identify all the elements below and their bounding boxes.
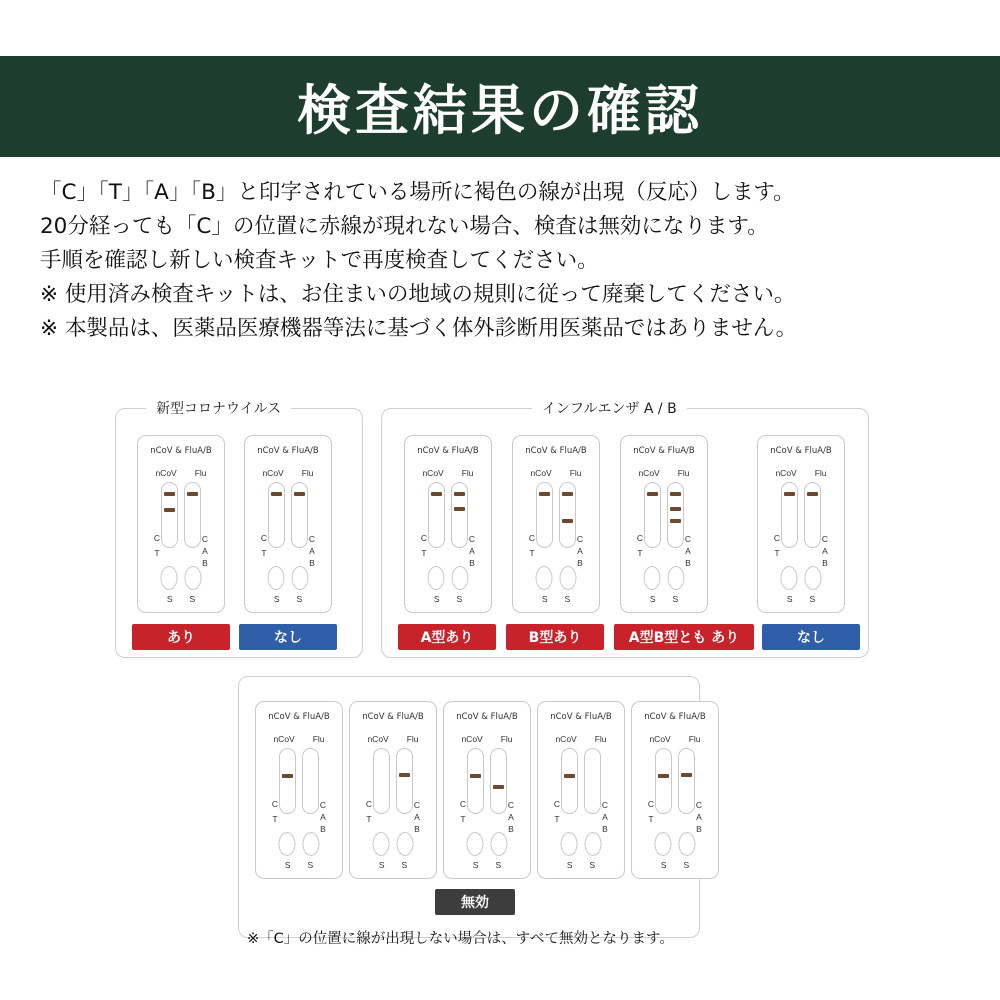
cassette-wells [428, 566, 469, 590]
description-line-3: 手順を確認し新しい検査キットで再度検査してください。 [40, 248, 599, 273]
marks-flu: C A B [319, 800, 327, 834]
cassette-top-label: nCoV & FluA/B [770, 446, 832, 456]
window-ncov [365, 748, 390, 824]
page-banner [0, 56, 1000, 157]
marks-ncov: C T [153, 533, 161, 558]
window-label-flu: Flu [500, 734, 513, 744]
cassette-wells [467, 832, 508, 856]
well-left [536, 566, 553, 590]
well-label-right: S [495, 860, 502, 870]
window-flu [678, 748, 703, 834]
marks-ncov: C T [459, 799, 467, 824]
cassette-top-label: nCoV & FluA/B [525, 446, 587, 456]
well-right [292, 566, 309, 590]
well-label-right: S [589, 860, 596, 870]
window-label-flu: Flu [406, 734, 419, 744]
well-label-right: S [456, 594, 463, 604]
well-label-left: S [649, 594, 656, 604]
cassette-invalid-4 [537, 701, 625, 879]
well-label-right: S [189, 594, 196, 604]
description-block [40, 176, 960, 346]
marks-flu: C A B [601, 800, 609, 834]
cassette-wells [655, 832, 696, 856]
cassette-well-labels [379, 860, 407, 870]
window-flu [291, 482, 316, 568]
band-t [470, 774, 481, 778]
well-right [668, 566, 685, 590]
band-t [282, 774, 293, 778]
cassette-well-labels [274, 594, 302, 604]
window-ncov [647, 748, 672, 824]
cassette-flu-b [512, 435, 600, 613]
window-label-ncov: nCoV [262, 468, 284, 478]
well-right [560, 566, 577, 590]
band-c-flu [562, 492, 573, 496]
cassette-top-label: nCoV & FluA/B [268, 712, 330, 722]
band-c-flu [807, 492, 818, 496]
window-flu [184, 482, 209, 568]
description-line-5: ※ 本製品は、医薬品医療機器等法に基づく体外診断用医薬品ではありません。 [40, 316, 798, 341]
window-ncov [636, 482, 661, 558]
window-label-flu: Flu [569, 468, 582, 478]
marks-flu: C A B [507, 800, 515, 834]
window-label-ncov: nCoV [461, 734, 483, 744]
well-left [279, 832, 296, 856]
window-label-flu: Flu [194, 468, 207, 478]
window-ncov [528, 482, 553, 558]
result-tag-covid-positive: あり [132, 624, 230, 650]
well-label-left: S [166, 594, 173, 604]
window-flu [667, 482, 692, 568]
well-left [373, 832, 390, 856]
band-c [539, 492, 550, 496]
well-left [467, 832, 484, 856]
window-flu [490, 748, 515, 834]
window-label-ncov: nCoV [273, 734, 295, 744]
window-ncov [553, 748, 578, 824]
cassette-window-labels [350, 734, 436, 744]
cassette-window-labels [632, 734, 718, 744]
cassette-top-label: nCoV & FluA/B [417, 446, 479, 456]
marks-flu: C A B [201, 534, 209, 568]
well-label-right: S [307, 860, 314, 870]
window-label-ncov: nCoV [649, 734, 671, 744]
marks-flu: C A B [308, 534, 316, 568]
cassette-windows [260, 482, 316, 568]
cassette-wells [561, 832, 602, 856]
well-label-left: S [472, 860, 479, 870]
well-left [161, 566, 178, 590]
cassette-wells [373, 832, 414, 856]
marks-flu: C A B [413, 800, 421, 834]
cassette-windows [459, 748, 515, 834]
cassette-wells [781, 566, 822, 590]
cassette-window-labels [758, 468, 844, 478]
well-label-left: S [786, 594, 793, 604]
invalid-note: ※「C」の位置に線が出現しない場合は、すべて無効となります。 [247, 931, 674, 947]
window-flu [804, 482, 829, 568]
cassette-well-labels [542, 594, 570, 604]
band-c-flu [670, 492, 681, 496]
cassette-top-label: nCoV & FluA/B [456, 712, 518, 722]
group-flu [381, 401, 869, 658]
cassette-windows [553, 748, 609, 834]
cassette-window-labels [513, 468, 599, 478]
group-covid [115, 401, 363, 658]
group-covid-label: 新型コロナウイルス [146, 398, 291, 418]
well-right [679, 832, 696, 856]
marks-ncov: C T [260, 533, 268, 558]
well-label-left: S [566, 860, 573, 870]
marks-ncov: C T [636, 533, 644, 558]
well-label-right: S [296, 594, 303, 604]
result-tag-flu-a: A型あり [398, 624, 496, 650]
cassette-invalid-5 [631, 701, 719, 879]
band-c [647, 492, 658, 496]
cassette-windows [773, 482, 829, 568]
window-label-flu: Flu [677, 468, 690, 478]
well-label-right: S [683, 860, 690, 870]
window-label-flu: Flu [312, 734, 325, 744]
window-label-flu: Flu [594, 734, 607, 744]
band-t [658, 774, 669, 778]
well-label-left: S [273, 594, 280, 604]
band-c-flu [454, 492, 465, 496]
cassette-top-label: nCoV & FluA/B [550, 712, 612, 722]
well-left [268, 566, 285, 590]
well-right [805, 566, 822, 590]
well-label-right: S [401, 860, 408, 870]
marks-ncov: C T [365, 799, 373, 824]
cassette-window-labels [405, 468, 491, 478]
cassette-flu-ab [620, 435, 708, 613]
result-tag-flu-ab: A型B型とも あり [614, 624, 754, 650]
cassette-wells [268, 566, 309, 590]
cassette-window-labels [138, 468, 224, 478]
well-left [781, 566, 798, 590]
cassette-top-label: nCoV & FluA/B [257, 446, 319, 456]
well-label-left: S [433, 594, 440, 604]
cassette-windows [647, 748, 703, 834]
band-t [564, 774, 575, 778]
marks-ncov: C T [271, 799, 279, 824]
band-b [562, 519, 573, 523]
window-label-flu: Flu [461, 468, 474, 478]
well-left [561, 832, 578, 856]
cassette-windows [528, 482, 584, 568]
marks-ncov: C T [647, 799, 655, 824]
cassette-wells [644, 566, 685, 590]
cassette-top-label: nCoV & FluA/B [633, 446, 695, 456]
cassette-window-labels [256, 734, 342, 744]
well-right [185, 566, 202, 590]
marks-flu: C A B [821, 534, 829, 568]
well-right [452, 566, 469, 590]
marks-ncov: C T [528, 533, 536, 558]
window-flu [302, 748, 327, 834]
window-flu [559, 482, 584, 568]
cassette-window-labels [444, 734, 530, 744]
window-label-ncov: nCoV [638, 468, 660, 478]
window-label-flu: Flu [688, 734, 701, 744]
well-label-left: S [541, 594, 548, 604]
marks-ncov: C T [553, 799, 561, 824]
well-label-right: S [672, 594, 679, 604]
cassette-well-labels [167, 594, 195, 604]
window-ncov [153, 482, 178, 558]
cassette-covid-positive [137, 435, 225, 613]
marks-ncov: C T [420, 533, 428, 558]
marks-flu: C A B [695, 800, 703, 834]
band-a [399, 773, 410, 777]
cassette-well-labels [787, 594, 815, 604]
well-label-left: S [660, 860, 667, 870]
marks-flu: C A B [684, 534, 692, 568]
well-label-right: S [564, 594, 571, 604]
cassette-invalid-3 [443, 701, 531, 879]
cassette-invalid-2 [349, 701, 437, 879]
window-label-ncov: nCoV [422, 468, 444, 478]
well-label-left: S [284, 860, 291, 870]
cassette-flu-negative [757, 435, 845, 613]
cassette-well-labels [434, 594, 462, 604]
cassette-top-label: nCoV & FluA/B [362, 712, 424, 722]
cassette-window-labels [538, 734, 624, 744]
band-c [431, 492, 442, 496]
window-label-ncov: nCoV [555, 734, 577, 744]
cassette-window-labels [621, 468, 707, 478]
window-label-ncov: nCoV [775, 468, 797, 478]
description-line-1: 「C」「T」「A」「B」と印字されている場所に褐色の線が出現（反応）します。 [40, 180, 795, 205]
description-line-4: ※ 使用済み検査キットは、お住まいの地域の規則に従って廃棄してください。 [40, 282, 796, 307]
window-ncov [271, 748, 296, 824]
well-right [491, 832, 508, 856]
window-flu [451, 482, 476, 568]
cassette-flu-a [404, 435, 492, 613]
well-right [585, 832, 602, 856]
well-right [303, 832, 320, 856]
description-line-2: 20分経っても「C」の位置に赤線が現れない場合、検査は無効になります。 [40, 214, 769, 239]
cassette-windows [153, 482, 209, 568]
cassette-windows [636, 482, 692, 568]
window-label-ncov: nCoV [155, 468, 177, 478]
page-title: 検査結果の確認 [297, 79, 703, 142]
band-b [670, 519, 681, 523]
cassette-windows [365, 748, 421, 834]
band-t [164, 508, 175, 512]
window-label-flu: Flu [301, 468, 314, 478]
well-left [644, 566, 661, 590]
band-b [493, 785, 504, 789]
cassette-top-label: nCoV & FluA/B [644, 712, 706, 722]
cassette-well-labels [661, 860, 689, 870]
window-ncov [773, 482, 798, 558]
cassette-well-labels [650, 594, 678, 604]
marks-flu: C A B [468, 534, 476, 568]
cassette-wells [161, 566, 202, 590]
marks-ncov: C T [773, 533, 781, 558]
window-flu [584, 748, 609, 834]
band-c [164, 492, 175, 496]
group-invalid [238, 676, 706, 947]
cassette-window-labels [245, 468, 331, 478]
window-flu [396, 748, 421, 834]
cassette-covid-negative [244, 435, 332, 613]
cassette-top-label: nCoV & FluA/B [150, 446, 212, 456]
result-tag-flu-b: B型あり [506, 624, 604, 650]
band-c [271, 492, 282, 496]
group-flu-label: インフルエンザ A / B [532, 398, 687, 418]
window-ncov [459, 748, 484, 824]
cassette-wells [279, 832, 320, 856]
band-a [454, 507, 465, 511]
cassette-wells [536, 566, 577, 590]
window-ncov [420, 482, 445, 558]
window-label-ncov: nCoV [367, 734, 389, 744]
cassette-well-labels [285, 860, 313, 870]
well-right [397, 832, 414, 856]
band-c [784, 492, 795, 496]
result-tag-covid-negative: なし [239, 624, 337, 650]
result-tag-invalid: 無効 [435, 889, 515, 915]
cassette-windows [271, 748, 327, 834]
window-label-ncov: nCoV [530, 468, 552, 478]
marks-flu: C A B [576, 534, 584, 568]
cassette-well-labels [473, 860, 501, 870]
well-left [428, 566, 445, 590]
well-label-left: S [378, 860, 385, 870]
well-label-right: S [809, 594, 816, 604]
cassette-well-labels [567, 860, 595, 870]
well-left [655, 832, 672, 856]
band-a [670, 507, 681, 511]
band-c-flu [187, 492, 198, 496]
window-ncov [260, 482, 285, 558]
window-label-flu: Flu [814, 468, 827, 478]
band-c-flu [294, 492, 305, 496]
cassette-invalid-1 [255, 701, 343, 879]
cassette-windows [420, 482, 476, 568]
band-a [681, 773, 692, 777]
result-tag-flu-negative: なし [762, 624, 860, 650]
